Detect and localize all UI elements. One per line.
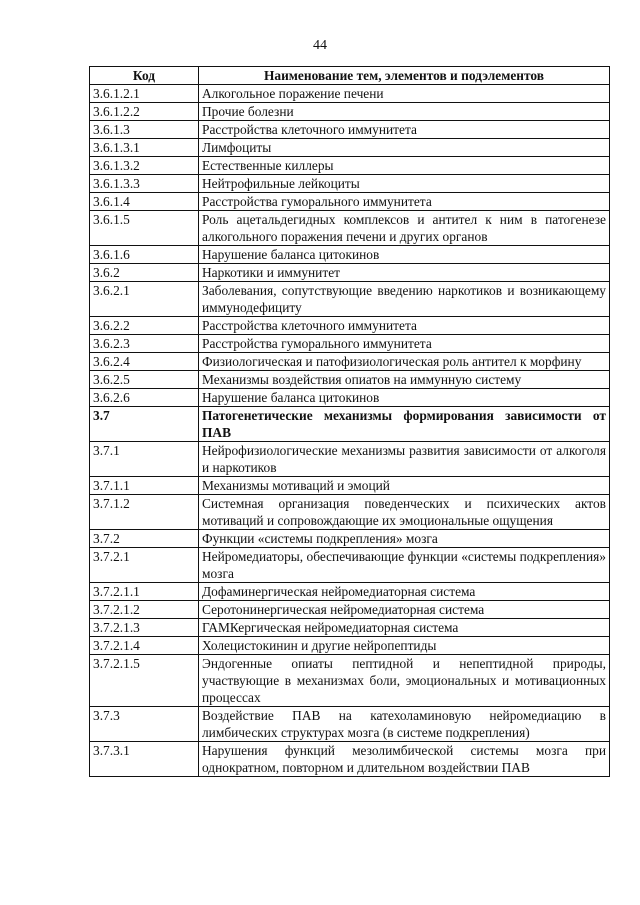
table-row — [90, 121, 610, 139]
row-code: 3.7.1.1 — [90, 477, 199, 495]
table-row — [90, 742, 610, 777]
row-code: 3.7.2.1.1 — [90, 583, 199, 601]
row-name: Расстройства клеточного иммунитета — [199, 121, 610, 139]
table-row — [90, 175, 610, 193]
table-row — [90, 85, 610, 103]
header-code: Код — [90, 67, 199, 85]
table-row — [90, 193, 610, 211]
curriculum-table — [89, 66, 610, 777]
table-row — [90, 619, 610, 637]
table-row — [90, 103, 610, 121]
row-code: 3.7.2.1.5 — [90, 655, 199, 707]
table-row — [90, 495, 610, 530]
row-name: Нарушения функций мезолимбической системы мозга при однократном, повторном и длительном воздействии ПАВ — [199, 742, 610, 777]
table-row — [90, 655, 610, 707]
row-name: Функции «системы подкрепления» мозга — [199, 530, 610, 548]
row-code: 3.6.2.2 — [90, 317, 199, 335]
row-code: 3.6.1.5 — [90, 211, 199, 246]
row-code: 3.6.2.3 — [90, 335, 199, 353]
row-name: Механизмы воздействия опиатов на иммунную систему — [199, 371, 610, 389]
row-code: 3.6.2.4 — [90, 353, 199, 371]
row-name: Нейтрофильные лейкоциты — [199, 175, 610, 193]
table-row — [90, 389, 610, 407]
table-row — [90, 548, 610, 583]
row-name: Алкогольное поражение печени — [199, 85, 610, 103]
row-name: Дофаминергическая нейромедиаторная система — [199, 583, 610, 601]
table-row — [90, 282, 610, 317]
row-code: 3.6.1.2.2 — [90, 103, 199, 121]
row-code: 3.7.2.1 — [90, 548, 199, 583]
row-name: Расстройства гуморального иммунитета — [199, 335, 610, 353]
table-row — [90, 246, 610, 264]
table-header-row — [90, 67, 610, 85]
row-name: Лимфоциты — [199, 139, 610, 157]
row-name: Патогенетические механизмы формирования зависимости от ПАВ — [199, 407, 610, 442]
row-name: Эндогенные опиаты пептидной и непептидной природы, участвующие в механизмах боли, эмоциональных и мотивационных процессах — [199, 655, 610, 707]
row-code: 3.7.1 — [90, 442, 199, 477]
row-code: 3.6.1.6 — [90, 246, 199, 264]
table-row — [90, 442, 610, 477]
row-name: Системная организация поведенческих и психических актов мотиваций и сопровождающие их эмоциональные ощущения — [199, 495, 610, 530]
table-row — [90, 530, 610, 548]
row-code: 3.7.3.1 — [90, 742, 199, 777]
table-row — [90, 707, 610, 742]
row-code: 3.6.1.3.3 — [90, 175, 199, 193]
table-row — [90, 583, 610, 601]
row-code: 3.7.2.1.2 — [90, 601, 199, 619]
row-code: 3.6.2.6 — [90, 389, 199, 407]
row-name: Нарушение баланса цитокинов — [199, 246, 610, 264]
row-code: 3.6.1.3.1 — [90, 139, 199, 157]
row-code: 3.6.2 — [90, 264, 199, 282]
table-row — [90, 335, 610, 353]
row-name: Механизмы мотиваций и эмоций — [199, 477, 610, 495]
row-name: Заболевания, сопутствующие введению наркотиков и возникающему иммунодефициту — [199, 282, 610, 317]
row-code: 3.7.2.1.3 — [90, 619, 199, 637]
table-row — [90, 157, 610, 175]
row-name: Серотонинергическая нейромедиаторная система — [199, 601, 610, 619]
row-name: Нейрофизиологические механизмы развития зависимости от алкоголя и наркотиков — [199, 442, 610, 477]
row-code: 3.7.3 — [90, 707, 199, 742]
row-name: Расстройства гуморального иммунитета — [199, 193, 610, 211]
row-code: 3.6.2.5 — [90, 371, 199, 389]
page-number: 44 — [313, 38, 327, 53]
row-code: 3.7.1.2 — [90, 495, 199, 530]
row-name: Наркотики и иммунитет — [199, 264, 610, 282]
row-name: ГАМКергическая нейромедиаторная система — [199, 619, 610, 637]
row-name: Роль ацетальдегидных комплексов и антител к ним в патогенезе алкогольного поражения печени и других органов — [199, 211, 610, 246]
row-code: 3.7 — [90, 407, 199, 442]
row-name: Физиологическая и патофизиологическая роль антител к морфину — [199, 353, 610, 371]
row-name: Расстройства клеточного иммунитета — [199, 317, 610, 335]
table-row — [90, 264, 610, 282]
row-code: 3.6.1.2.1 — [90, 85, 199, 103]
table-row — [90, 371, 610, 389]
header-name: Наименование тем, элементов и подэлементов — [199, 67, 610, 85]
row-name: Естественные киллеры — [199, 157, 610, 175]
table-body — [90, 85, 610, 777]
table-row — [90, 637, 610, 655]
row-code: 3.6.2.1 — [90, 282, 199, 317]
row-name: Нейромедиаторы, обеспечивающие функции «системы подкрепления» мозга — [199, 548, 610, 583]
table-row — [90, 407, 610, 442]
row-code: 3.7.2.1.4 — [90, 637, 199, 655]
row-code: 3.6.1.4 — [90, 193, 199, 211]
row-code: 3.6.1.3 — [90, 121, 199, 139]
table-row — [90, 317, 610, 335]
row-name: Нарушение баланса цитокинов — [199, 389, 610, 407]
table-row — [90, 353, 610, 371]
row-code: 3.6.1.3.2 — [90, 157, 199, 175]
table-row — [90, 601, 610, 619]
table-row — [90, 477, 610, 495]
table-row — [90, 211, 610, 246]
table-row — [90, 139, 610, 157]
row-name: Прочие болезни — [199, 103, 610, 121]
row-name: Воздействие ПАВ на катехоламиновую нейромедиацию в лимбических структурах мозга (в системе подкрепления) — [199, 707, 610, 742]
row-name: Холецистокинин и другие нейропептиды — [199, 637, 610, 655]
row-code: 3.7.2 — [90, 530, 199, 548]
